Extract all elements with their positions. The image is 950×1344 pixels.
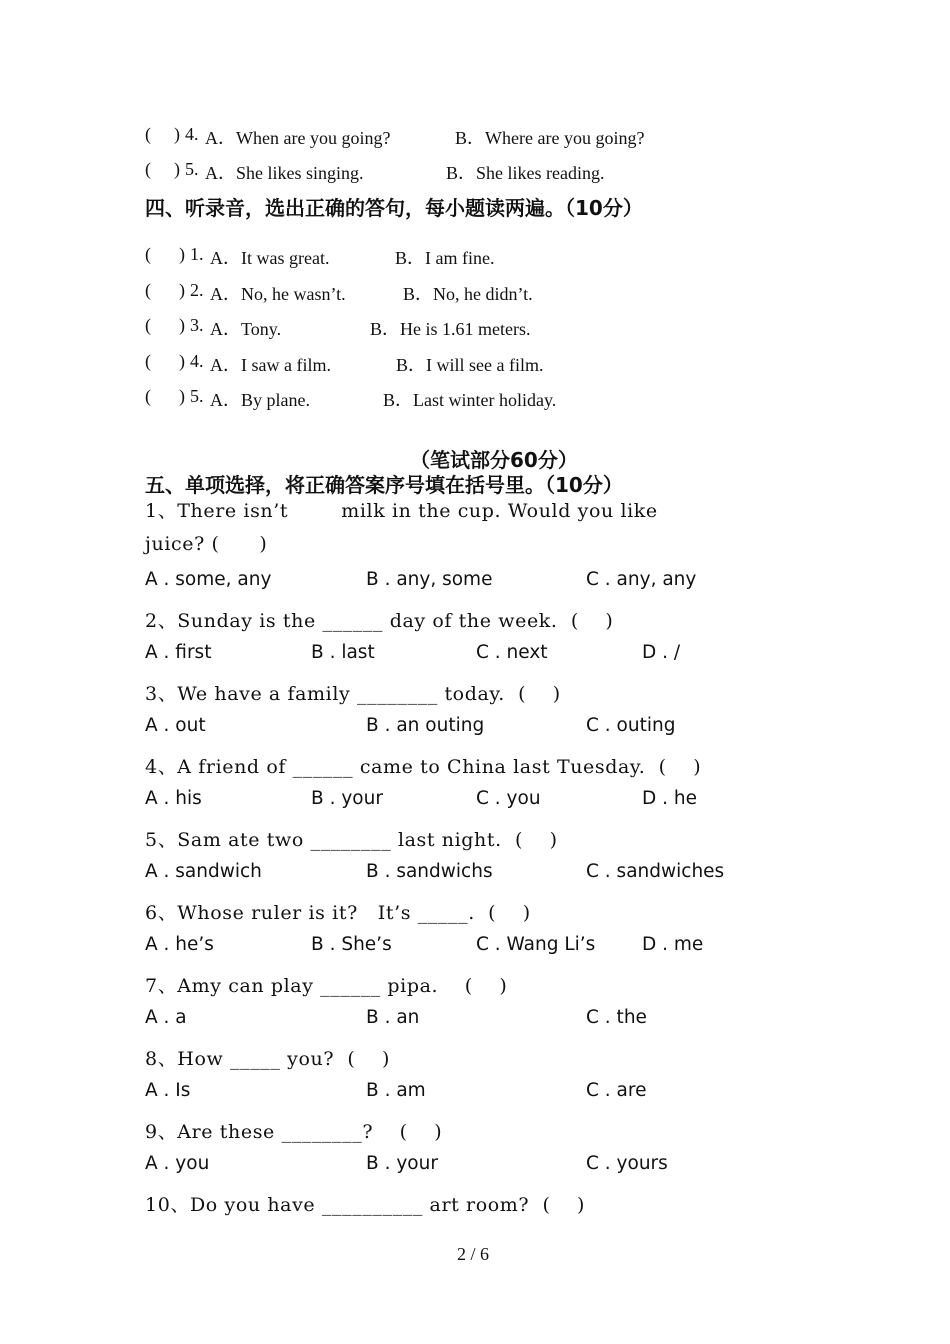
option-c: C . yours (586, 1153, 668, 1174)
paren-open: ( (145, 315, 151, 335)
option-b: B . your (311, 788, 383, 809)
option-b: B . am (366, 1080, 426, 1101)
option-a: A．No, he wasn’t. (210, 284, 346, 304)
option-a: A . a (145, 1007, 187, 1028)
option-a: A．By plane. (210, 390, 310, 410)
option-b: B．I will see a film. (396, 355, 544, 375)
option-a: A．It was great. (210, 248, 330, 268)
question-7: 7、Amy can play ______ pipa. ( ) (145, 975, 508, 997)
page-number: 2 / 6 (457, 1244, 490, 1264)
option-b: B . any, some (366, 569, 493, 590)
option-b: B．No, he didn’t. (403, 284, 533, 304)
option-a: A．Tony. (210, 319, 282, 339)
paren-close: ) (174, 159, 180, 179)
option-a: A . he’s (145, 934, 214, 955)
section5-heading: 五、单项选择，将正确答案序号填在括号里。（10分） (145, 473, 623, 497)
paren-open: ( (145, 244, 151, 264)
option-a: A．I saw a film. (210, 355, 331, 375)
option-c: C . Wang Li’s (476, 934, 596, 955)
option-a: A．She likes singing. (205, 163, 364, 183)
option-c: C . any, any (586, 569, 697, 590)
paren-close: ) (179, 244, 185, 264)
option-a: A . sandwich (145, 861, 262, 882)
question-5: 5、Sam ate two ________ last night. ( ) (145, 829, 558, 851)
question-6: 6、Whose ruler is it? It’s _____. ( ) (145, 902, 531, 924)
paren-open: ( (145, 159, 151, 179)
option-b: B．He is 1.61 meters. (370, 319, 531, 339)
option-d: D . / (642, 642, 681, 663)
option-c: C . outing (586, 715, 676, 736)
question-10: 10、Do you have __________ art room? ( ) (145, 1194, 586, 1216)
question-4: 4、A friend of ______ came to China last Tuesday. ( ) (145, 756, 702, 778)
item-number: 1. (190, 244, 204, 264)
option-c: C . next (476, 642, 548, 663)
option-b: B . an outing (366, 715, 485, 736)
option-a: A . first (145, 642, 212, 663)
paren-open: ( (145, 280, 151, 300)
option-b: B . sandwichs (366, 861, 493, 882)
option-b: B．Where are you going? (455, 128, 645, 148)
paren-close: ) (179, 315, 185, 335)
question-8: 8、How _____ you? ( ) (145, 1048, 390, 1070)
item-number: 3. (190, 315, 204, 335)
question-3: 3、We have a family ________ today. ( ) (145, 683, 561, 705)
option-b: B . an (366, 1007, 420, 1028)
option-d: D . me (642, 934, 704, 955)
option-c: C . you (476, 788, 541, 809)
option-a: A . you (145, 1153, 210, 1174)
paren-close: ) (179, 351, 185, 371)
item-number: 5. (185, 159, 199, 179)
paren-open: ( (145, 386, 151, 406)
option-a: A．When are you going? (205, 128, 391, 148)
item-number: 2. (190, 280, 204, 300)
option-b: B . last (311, 642, 375, 663)
paren-open: ( (145, 351, 151, 371)
option-b: B . your (366, 1153, 438, 1174)
option-b: B．I am fine. (395, 248, 495, 268)
item-number: 5. (190, 386, 204, 406)
paren-open: ( (145, 124, 151, 144)
paren-close: ) (179, 386, 185, 406)
question-9: 9、Are these ________? ( ) (145, 1121, 443, 1143)
option-c: C . sandwiches (586, 861, 725, 882)
question-1-line2: juice? ( ) (145, 533, 268, 555)
item-number: 4. (190, 351, 204, 371)
option-a: A . his (145, 788, 202, 809)
paren-close: ) (174, 124, 180, 144)
question-2: 2、Sunday is the ______ day of the week. ( ) (145, 610, 614, 632)
section4-heading: 四、听录音，选出正确的答句，每小题读两遍。（10分） (145, 196, 643, 220)
option-c: C . are (586, 1080, 647, 1101)
paren-close: ) (179, 280, 185, 300)
option-a: A . out (145, 715, 206, 736)
option-b: B . She’s (311, 934, 392, 955)
option-a: A . Is (145, 1080, 191, 1101)
option-c: C . the (586, 1007, 647, 1028)
option-a: A . some, any (145, 569, 272, 590)
option-b: B．Last winter holiday. (383, 390, 557, 410)
option-d: D . he (642, 788, 697, 809)
item-number: 4. (185, 124, 199, 144)
option-b: B．She likes reading. (446, 163, 605, 183)
written-part-title: （笔试部分60分） (410, 448, 578, 472)
question-1-line1: 1、There isn’t milk in the cup. Would you like (145, 500, 658, 522)
